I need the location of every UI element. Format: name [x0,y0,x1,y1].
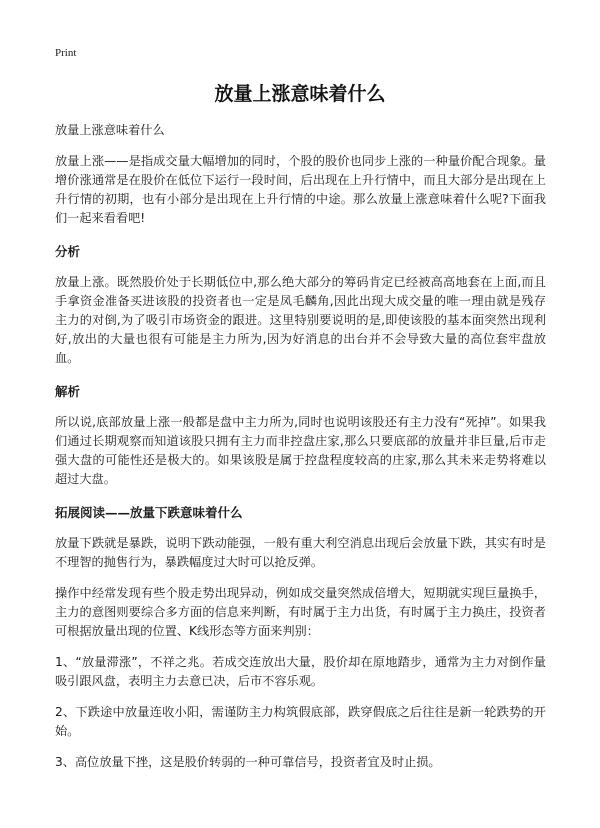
section-heading-explanation: 解析 [55,384,81,399]
section-heading-analysis: 分析 [55,244,81,259]
print-link[interactable]: Print [55,47,77,59]
extended-paragraph-2: 操作中经常发现有些个股走势出现异动，例如成交量突然成倍增大，短期就实现巨量换手，主力的意图则要综合多方面的信息来判断，有时属于主力出货，有时属于主力换庄，投资者可根据放量出现的位置、K线形态等方面来判别： [55,586,546,638]
article-subtitle: 放量上涨意味着什么 [55,123,165,137]
analysis-paragraph: 放量上涨。既然股价处于长期低位中,那么绝大部分的筹码肯定已经被高高地套在上面,而且手拿资金准备买进该股的投资者也一定是凤毛麟角,因此出现大成交量的唯一理由就是残存主力的对倒,为了吸引市场资金的跟进。这里特别要说明的是,即使该股的基本面突然出现利好,放出的大量也很有可能是主力所为,因为好消息的出台并不会导致大量的高位套牢盘放血。 [55,275,546,365]
extended-paragraph-1: 放量下跌就是暴跌，说明下跌动能强，一般有重大利空消息出现后会放量下跌，其实有时是不理智的抛售行为，暴跌幅度过大时可以抢反弹。 [55,536,546,569]
section-heading-extended-reading: 拓展阅读——放量下跌意味着什么 [55,505,243,520]
explanation-paragraph: 所以说,底部放量上涨一般都是盘中主力所为,同时也说明该股还有主力没有“死掉”。如果我们通过长期观察而知道该股只拥有主力而非控盘庄家,那么只要底部的放量并非巨量,后市走强大盘的可能性还是极大的。如果该股是属于控盘程度较高的庄家,那么其未来走势将难以超过大盘。 [55,415,546,486]
list-item-3: 3、高位放量下挫，这是股价转弱的一种可靠信号，投资者宜及时止损。 [55,755,441,769]
list-item-1: 1、“放量滞涨”，不祥之兆。若成交连放出大量，股价却在原地踏步，通常为主力对倒作量吸引跟风盘，表明主力去意已决，后市不容乐观。 [55,655,546,688]
list-item-2: 2、下跌途中放量连收小阳，需谨防主力构筑假底部，跌穿假底之后往往是新一轮跌势的开始。 [55,705,546,738]
intro-paragraph: 放量上涨——是指成交量大幅增加的同时，个股的股价也同步上涨的一种量价配合现象。量增价涨通常是在股价在低位下运行一段时间，后出现在上升行情中，而且大部分是出现在上升行情的初期，也有小部分是出现在上升行情的中途。那么放量上涨意味着什么呢?下面我们一起来看看吧! [55,154,546,225]
page-title: 放量上涨意味着什么 [214,83,386,105]
article-body [55,121,546,772]
